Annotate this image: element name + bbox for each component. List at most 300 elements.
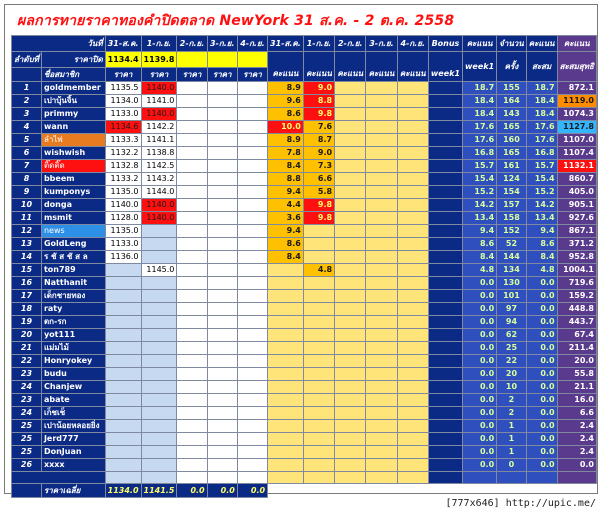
net-total-score: 872.1 bbox=[557, 82, 596, 95]
bonus-cell bbox=[428, 381, 462, 394]
daily-score-cell bbox=[335, 147, 366, 160]
accumulated-score: 0.0 bbox=[526, 420, 557, 433]
daily-score-cell bbox=[268, 290, 304, 303]
daily-score-cell bbox=[366, 82, 397, 95]
score-column-label: คะแนน bbox=[268, 52, 304, 82]
accumulated-score: 0.0 bbox=[526, 290, 557, 303]
rank-number: 7 bbox=[12, 160, 42, 173]
daily-score-cell bbox=[335, 355, 366, 368]
member-name: wishwish bbox=[41, 147, 105, 160]
weekly-score: 0.0 bbox=[463, 446, 497, 459]
guess-count: 1 bbox=[497, 446, 527, 459]
net-total-score: 2.4 bbox=[557, 433, 596, 446]
member-name: เปาบุ้นจิ้น bbox=[41, 95, 105, 108]
daily-score-cell bbox=[268, 355, 304, 368]
spacer bbox=[366, 472, 397, 484]
guess-count: 161 bbox=[497, 160, 527, 173]
daily-score-cell bbox=[397, 459, 428, 472]
price-guess-cell bbox=[177, 147, 207, 160]
average-price-value: 1134.0 bbox=[105, 484, 141, 498]
guess-count: 124 bbox=[497, 173, 527, 186]
rank-number: 17 bbox=[12, 290, 42, 303]
bonus-cell bbox=[428, 186, 462, 199]
daily-score-cell bbox=[366, 459, 397, 472]
price-guess-cell bbox=[237, 316, 267, 329]
member-name: DonJuan bbox=[41, 446, 105, 459]
price-guess-cell bbox=[141, 394, 177, 407]
spacer bbox=[177, 472, 207, 484]
guess-count: 152 bbox=[497, 225, 527, 238]
table-row bbox=[12, 433, 597, 446]
price-guess-cell bbox=[207, 147, 237, 160]
member-name: Honryokey bbox=[41, 355, 105, 368]
net-total-score: 0.0 bbox=[557, 459, 596, 472]
bonus-cell bbox=[428, 303, 462, 316]
member-name: abate bbox=[41, 394, 105, 407]
close-price-cell: 1134.4 bbox=[105, 52, 141, 68]
member-name: bbeem bbox=[41, 173, 105, 186]
price-guess-cell: 1142.2 bbox=[141, 121, 177, 134]
net-total-score: 371.2 bbox=[557, 238, 596, 251]
daily-score-cell bbox=[366, 173, 397, 186]
price-guess-cell bbox=[141, 342, 177, 355]
daily-score-cell bbox=[303, 303, 334, 316]
member-name: donga bbox=[41, 199, 105, 212]
member-name: ton789 bbox=[41, 264, 105, 277]
rank-number: 26 bbox=[12, 459, 42, 472]
daily-score-cell bbox=[335, 459, 366, 472]
price-guess-cell bbox=[177, 290, 207, 303]
member-name: แม่มไม้ bbox=[41, 342, 105, 355]
price-guess-cell bbox=[177, 121, 207, 134]
net-accumulated-label: สะสมสุทธิ bbox=[557, 52, 596, 82]
rank-number: 20 bbox=[12, 329, 42, 342]
weekly-score: 0.0 bbox=[463, 420, 497, 433]
rank-number: 6 bbox=[12, 147, 42, 160]
accumulated-score: 0.0 bbox=[526, 433, 557, 446]
daily-score-cell bbox=[335, 303, 366, 316]
bonus-cell bbox=[428, 342, 462, 355]
daily-score-cell bbox=[335, 173, 366, 186]
weekly-score: 0.0 bbox=[463, 459, 497, 472]
price-guess-cell bbox=[177, 342, 207, 355]
bonus-cell bbox=[428, 446, 462, 459]
price-guess-cell bbox=[105, 316, 141, 329]
daily-score-cell bbox=[335, 394, 366, 407]
daily-score-cell bbox=[397, 290, 428, 303]
net-total-score: 2.4 bbox=[557, 446, 596, 459]
count-header: จำนวน bbox=[497, 36, 527, 52]
spacer bbox=[335, 472, 366, 484]
daily-score-cell bbox=[366, 446, 397, 459]
daily-score-cell bbox=[335, 420, 366, 433]
close-price-cell bbox=[207, 52, 237, 68]
price-guess-cell: 1136.0 bbox=[105, 251, 141, 264]
spacer bbox=[428, 472, 462, 484]
daily-score-cell bbox=[366, 199, 397, 212]
member-name: GoldLeng bbox=[41, 238, 105, 251]
accumulated-score: 13.4 bbox=[526, 212, 557, 225]
daily-score-cell bbox=[335, 186, 366, 199]
price-guess-cell bbox=[141, 238, 177, 251]
net-total-score: 719.6 bbox=[557, 277, 596, 290]
table-row bbox=[12, 251, 597, 264]
daily-score-cell bbox=[366, 225, 397, 238]
price-guess-cell bbox=[141, 368, 177, 381]
average-price-value: 0.0 bbox=[237, 484, 267, 498]
daily-score-cell bbox=[397, 342, 428, 355]
price-guess-cell bbox=[105, 342, 141, 355]
price-guess-cell bbox=[207, 277, 237, 290]
guess-count: 160 bbox=[497, 134, 527, 147]
rank-number: 14 bbox=[12, 251, 42, 264]
table-row bbox=[12, 355, 597, 368]
price-guess-cell bbox=[237, 251, 267, 264]
rank-number: 25 bbox=[12, 446, 42, 459]
daily-score-cell bbox=[268, 277, 304, 290]
price-guess-cell bbox=[141, 329, 177, 342]
price-guess-cell bbox=[177, 433, 207, 446]
daily-score-cell: 9.4 bbox=[268, 186, 304, 199]
bonus-header: Bonus bbox=[428, 36, 462, 52]
score-column-label: คะแนน bbox=[366, 52, 397, 82]
weekly-score: 0.0 bbox=[463, 329, 497, 342]
price-guess-cell bbox=[177, 446, 207, 459]
daily-score-cell bbox=[397, 212, 428, 225]
price-guess-cell bbox=[207, 82, 237, 95]
score-date-header: 2-ก.ย. bbox=[335, 36, 366, 52]
guess-count: 165 bbox=[497, 147, 527, 160]
price-guess-cell bbox=[237, 108, 267, 121]
date-header: 1-ก.ย. bbox=[141, 36, 177, 52]
daily-score-cell: 8.9 bbox=[268, 134, 304, 147]
table-row bbox=[12, 134, 597, 147]
price-guess-cell bbox=[177, 277, 207, 290]
price-guess-cell bbox=[207, 342, 237, 355]
price-guess-cell: 1132.8 bbox=[105, 160, 141, 173]
daily-score-cell: 9.4 bbox=[268, 225, 304, 238]
daily-score-cell bbox=[397, 238, 428, 251]
guess-count: 2 bbox=[497, 407, 527, 420]
daily-score-cell bbox=[335, 368, 366, 381]
price-guess-cell: 1133.0 bbox=[105, 238, 141, 251]
daily-score-cell bbox=[397, 121, 428, 134]
price-guess-cell: 1140.0 bbox=[141, 82, 177, 95]
guess-count: 1 bbox=[497, 433, 527, 446]
daily-score-cell bbox=[268, 407, 304, 420]
price-guess-cell bbox=[141, 225, 177, 238]
price-guess-cell bbox=[141, 303, 177, 316]
price-guess-cell bbox=[207, 121, 237, 134]
guess-count: 144 bbox=[497, 251, 527, 264]
price-guess-cell: 1143.2 bbox=[141, 173, 177, 186]
weekly-score: 8.4 bbox=[463, 251, 497, 264]
table-row bbox=[12, 446, 597, 459]
price-guess-cell bbox=[207, 95, 237, 108]
price-guess-cell bbox=[105, 264, 141, 277]
price-guess-cell bbox=[237, 134, 267, 147]
price-guess-cell: 1133.0 bbox=[105, 108, 141, 121]
rank-number: 24 bbox=[12, 407, 42, 420]
rank-number: 2 bbox=[12, 95, 42, 108]
daily-score-cell: 5.8 bbox=[303, 186, 334, 199]
price-guess-cell: 1140.0 bbox=[141, 212, 177, 225]
daily-score-cell bbox=[397, 381, 428, 394]
net-total-score: 1107.4 bbox=[557, 147, 596, 160]
table-row bbox=[12, 147, 597, 160]
bonus-cell bbox=[428, 82, 462, 95]
net-total-score: 905.1 bbox=[557, 199, 596, 212]
price-guess-cell bbox=[237, 121, 267, 134]
price-guess-cell bbox=[237, 173, 267, 186]
table-row bbox=[12, 316, 597, 329]
date-header: 31-ส.ค. bbox=[105, 36, 141, 52]
spacer bbox=[397, 472, 428, 484]
table-row bbox=[12, 459, 597, 472]
price-guess-cell: 1141.0 bbox=[141, 95, 177, 108]
member-name: เด็กชายทอง bbox=[41, 290, 105, 303]
net-total-score: 159.2 bbox=[557, 290, 596, 303]
accumulated-score: 18.4 bbox=[526, 95, 557, 108]
price-guess-cell bbox=[237, 459, 267, 472]
price-guess-cell bbox=[207, 394, 237, 407]
price-guess-cell: 1133.3 bbox=[105, 134, 141, 147]
average-price-value: 0.0 bbox=[177, 484, 207, 498]
times-label: ครั้ง bbox=[497, 52, 527, 82]
score-date-header: 1-ก.ย. bbox=[303, 36, 334, 52]
daily-score-cell bbox=[397, 186, 428, 199]
price-guess-cell: 1135.5 bbox=[105, 82, 141, 95]
price-guess-cell: 1133.2 bbox=[105, 173, 141, 186]
rank-number: 11 bbox=[12, 212, 42, 225]
daily-score-cell bbox=[335, 342, 366, 355]
rank-number: 25 bbox=[12, 420, 42, 433]
bonus-cell bbox=[428, 173, 462, 186]
weekly-score: 0.0 bbox=[463, 290, 497, 303]
daily-score-cell: 8.8 bbox=[303, 95, 334, 108]
daily-score-cell: 9.8 bbox=[303, 108, 334, 121]
weekly-score: 0.0 bbox=[463, 381, 497, 394]
daily-score-cell bbox=[397, 407, 428, 420]
price-guess-cell: 1140.0 bbox=[141, 108, 177, 121]
table-row bbox=[12, 303, 597, 316]
guess-count: 165 bbox=[497, 121, 527, 134]
price-column-label: ราคา bbox=[237, 68, 267, 82]
net-total-score: 1004.1 bbox=[557, 264, 596, 277]
spacer bbox=[105, 472, 141, 484]
rank-number: 13 bbox=[12, 238, 42, 251]
spacer bbox=[303, 472, 334, 484]
daily-score-cell: 10.0 bbox=[268, 121, 304, 134]
guess-count: 164 bbox=[497, 95, 527, 108]
price-guess-cell bbox=[237, 160, 267, 173]
guess-count: 143 bbox=[497, 108, 527, 121]
spacer bbox=[207, 472, 237, 484]
score-column-label: คะแนน bbox=[397, 52, 428, 82]
close-price-label: ราคาปิด bbox=[41, 52, 105, 68]
table-row bbox=[12, 368, 597, 381]
rank-blank bbox=[12, 68, 42, 82]
price-guess-cell bbox=[237, 238, 267, 251]
daily-score-cell bbox=[366, 277, 397, 290]
rank-number: 12 bbox=[12, 225, 42, 238]
member-name: msmit bbox=[41, 212, 105, 225]
price-guess-cell bbox=[177, 82, 207, 95]
close-price-cell: 1139.8 bbox=[141, 52, 177, 68]
accumulated-score: 16.8 bbox=[526, 147, 557, 160]
daily-score-cell bbox=[397, 433, 428, 446]
price-guess-cell: 1144.0 bbox=[141, 186, 177, 199]
daily-score-cell bbox=[366, 186, 397, 199]
price-guess-cell bbox=[207, 238, 237, 251]
weekly-score: 0.0 bbox=[463, 316, 497, 329]
guess-count: 158 bbox=[497, 212, 527, 225]
weekly-score: 15.7 bbox=[463, 160, 497, 173]
accumulated-score: 18.4 bbox=[526, 108, 557, 121]
table-row bbox=[12, 212, 597, 225]
price-guess-cell bbox=[105, 368, 141, 381]
daily-score-cell bbox=[335, 251, 366, 264]
daily-score-cell bbox=[366, 394, 397, 407]
table-row bbox=[12, 82, 597, 95]
daily-score-cell bbox=[366, 160, 397, 173]
table-row bbox=[12, 329, 597, 342]
daily-score-cell bbox=[397, 134, 428, 147]
price-guess-cell bbox=[177, 186, 207, 199]
price-guess-cell bbox=[141, 420, 177, 433]
daily-score-cell bbox=[268, 316, 304, 329]
rank-number: 9 bbox=[12, 186, 42, 199]
daily-score-cell bbox=[366, 212, 397, 225]
price-guess-cell bbox=[237, 95, 267, 108]
accumulated-score: 0.0 bbox=[526, 342, 557, 355]
member-name: wann bbox=[41, 121, 105, 134]
net-total-score: 443.7 bbox=[557, 316, 596, 329]
net-total-score: 1074.3 bbox=[557, 108, 596, 121]
daily-score-cell bbox=[366, 316, 397, 329]
bonus-cell bbox=[428, 238, 462, 251]
price-guess-cell bbox=[177, 173, 207, 186]
price-guess-cell bbox=[207, 381, 237, 394]
daily-score-cell bbox=[397, 394, 428, 407]
daily-score-cell bbox=[366, 290, 397, 303]
accumulated-score: 17.6 bbox=[526, 134, 557, 147]
guess-count: 52 bbox=[497, 238, 527, 251]
price-guess-cell bbox=[237, 394, 267, 407]
spacer bbox=[497, 472, 527, 484]
weekly-score: 15.2 bbox=[463, 186, 497, 199]
table-row bbox=[12, 199, 597, 212]
rank-number: 8 bbox=[12, 173, 42, 186]
daily-score-cell: 6.6 bbox=[303, 173, 334, 186]
price-guess-cell bbox=[141, 355, 177, 368]
table-row bbox=[12, 407, 597, 420]
guess-count: 94 bbox=[497, 316, 527, 329]
table-row bbox=[12, 420, 597, 433]
weekly-score: 0.0 bbox=[463, 355, 497, 368]
price-guess-cell: 1135.0 bbox=[105, 186, 141, 199]
net-total-score: 20.0 bbox=[557, 355, 596, 368]
net-total-score: 860.7 bbox=[557, 173, 596, 186]
daily-score-cell: 9.0 bbox=[303, 82, 334, 95]
daily-score-cell bbox=[366, 368, 397, 381]
price-guess-cell bbox=[177, 199, 207, 212]
price-guess-cell bbox=[177, 407, 207, 420]
bonus-cell bbox=[428, 147, 462, 160]
member-name: budu bbox=[41, 368, 105, 381]
bonus-cell bbox=[428, 459, 462, 472]
daily-score-cell: 8.6 bbox=[268, 108, 304, 121]
bonus-cell bbox=[428, 420, 462, 433]
daily-score-cell bbox=[303, 368, 334, 381]
accumulated-score: 0.0 bbox=[526, 316, 557, 329]
bonus-cell bbox=[428, 277, 462, 290]
daily-score-cell bbox=[268, 368, 304, 381]
spacer bbox=[141, 472, 177, 484]
price-guess-cell bbox=[105, 329, 141, 342]
daily-score-cell bbox=[303, 238, 334, 251]
price-guess-cell bbox=[207, 446, 237, 459]
guess-count: 101 bbox=[497, 290, 527, 303]
price-column-label: ราคา bbox=[141, 68, 177, 82]
bonus-cell bbox=[428, 368, 462, 381]
bonus-cell bbox=[428, 121, 462, 134]
rank-number: 16 bbox=[12, 277, 42, 290]
accumulated-score: 15.7 bbox=[526, 160, 557, 173]
table-row bbox=[12, 108, 597, 121]
daily-score-cell bbox=[335, 108, 366, 121]
net-total-score: 448.8 bbox=[557, 303, 596, 316]
daily-score-cell: 7.6 bbox=[303, 121, 334, 134]
price-guess-cell bbox=[207, 160, 237, 173]
daily-score-cell bbox=[335, 82, 366, 95]
member-name: Jerd777 bbox=[41, 433, 105, 446]
price-guess-cell bbox=[105, 355, 141, 368]
daily-score-cell bbox=[397, 368, 428, 381]
weekly-score: 0.0 bbox=[463, 407, 497, 420]
bonus-cell bbox=[428, 251, 462, 264]
member-name: Chanjew bbox=[41, 381, 105, 394]
accumulated-score: 0.0 bbox=[526, 368, 557, 381]
net-total-score: 21.1 bbox=[557, 381, 596, 394]
daily-score-cell bbox=[366, 121, 397, 134]
daily-score-cell bbox=[397, 329, 428, 342]
price-guess-cell bbox=[207, 264, 237, 277]
member-name: Natthanit bbox=[41, 277, 105, 290]
daily-score-cell bbox=[397, 199, 428, 212]
rank-number: 24 bbox=[12, 381, 42, 394]
price-guess-cell bbox=[237, 303, 267, 316]
accumulated-score: 0.0 bbox=[526, 407, 557, 420]
average-header: คะแนน bbox=[526, 36, 557, 52]
daily-score-cell: 4.8 bbox=[303, 264, 334, 277]
price-guess-cell bbox=[237, 368, 267, 381]
footer-blank bbox=[12, 484, 42, 498]
guess-count: 10 bbox=[497, 381, 527, 394]
price-guess-cell bbox=[237, 420, 267, 433]
daily-score-cell bbox=[366, 420, 397, 433]
daily-score-cell bbox=[268, 394, 304, 407]
bonus-cell bbox=[428, 316, 462, 329]
price-guess-cell bbox=[177, 251, 207, 264]
weekly-score: 13.4 bbox=[463, 212, 497, 225]
daily-score-cell bbox=[366, 108, 397, 121]
price-guess-cell bbox=[177, 459, 207, 472]
table-row bbox=[12, 277, 597, 290]
price-guess-cell: 1132.2 bbox=[105, 147, 141, 160]
spacer bbox=[557, 472, 596, 484]
price-guess-cell bbox=[105, 381, 141, 394]
